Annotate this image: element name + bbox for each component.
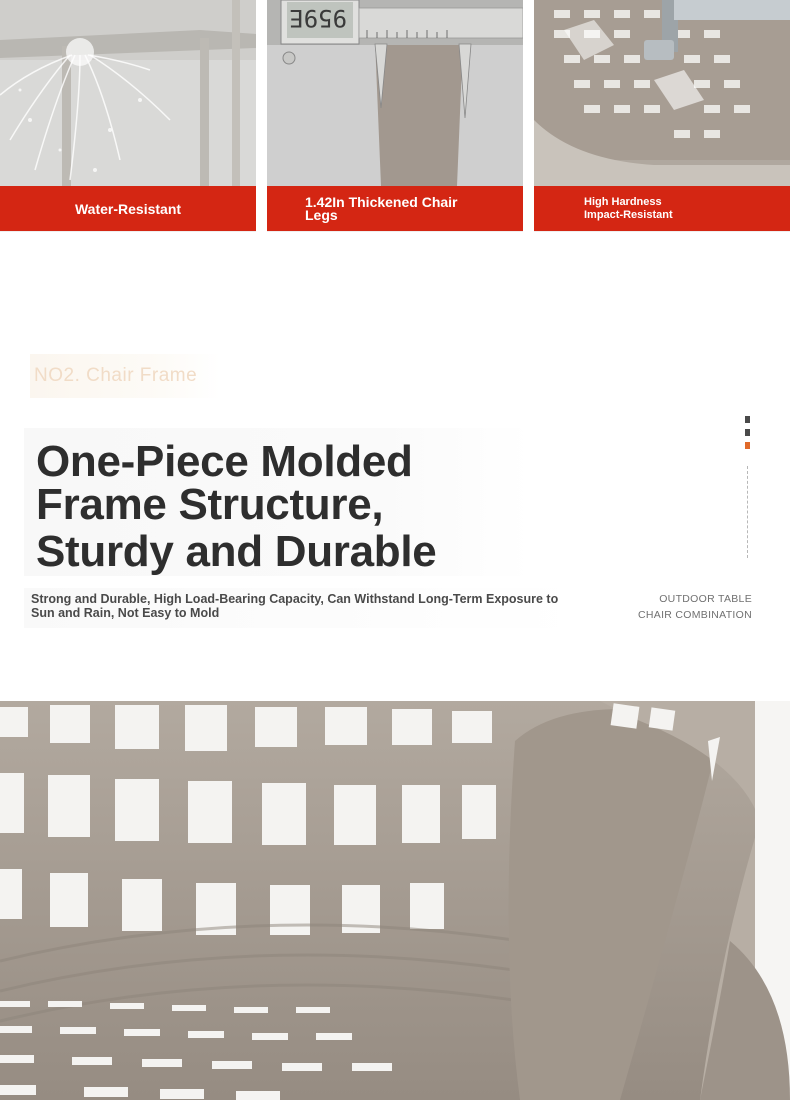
feature-card-impact-resistant	[534, 0, 790, 232]
thickened-legs-caption-line1: 1.42In Thickened Chair	[305, 193, 458, 210]
water-resistant-caption: Water-Resistant	[0, 186, 256, 231]
section-number-tag	[30, 354, 220, 398]
side-caption-line1: OUTDOOR TABLE	[659, 593, 752, 605]
thickened-legs-caption-line2: Legs	[305, 206, 338, 223]
impact-resistant-caption	[534, 186, 790, 231]
chair-frame-closeup-photo	[0, 701, 790, 1100]
side-caption	[638, 591, 752, 623]
deco-square-dark-2	[745, 429, 750, 436]
decorative-squares	[745, 416, 750, 455]
hammer-impact-photo	[534, 0, 790, 186]
feature-card-water-resistant	[0, 0, 256, 232]
water-splash-photo	[0, 0, 256, 186]
feature-strip	[0, 0, 790, 232]
side-caption-line2: CHAIR COMBINATION	[638, 609, 752, 621]
section-heading	[36, 437, 506, 576]
caliper-display-text: 959E	[289, 4, 347, 32]
deco-square-dark-1	[745, 416, 750, 423]
section-heading-line2: Frame Structure,	[36, 480, 384, 529]
impact-resistant-caption-line2: Impact-Resistant	[584, 208, 673, 221]
thickened-legs-caption	[267, 186, 523, 231]
section-heading-line3: Sturdy and Durable	[36, 527, 437, 576]
caliper-measurement-photo	[267, 0, 523, 186]
section-description: Strong and Durable, High Load-Bearing Capacity, Can Withstand Long-Term Exposure to Sun and Rain, Not Easy to Mold	[31, 592, 559, 620]
deco-square-orange	[745, 442, 750, 449]
decorative-dashed-line	[747, 466, 748, 558]
section-heading-line1: One-Piece Molded	[36, 437, 413, 486]
feature-card-thickened-legs	[267, 0, 523, 232]
impact-resistant-caption-line1: High Hardness	[584, 195, 662, 208]
section-number-text: NO2. Chair Frame	[34, 365, 198, 386]
